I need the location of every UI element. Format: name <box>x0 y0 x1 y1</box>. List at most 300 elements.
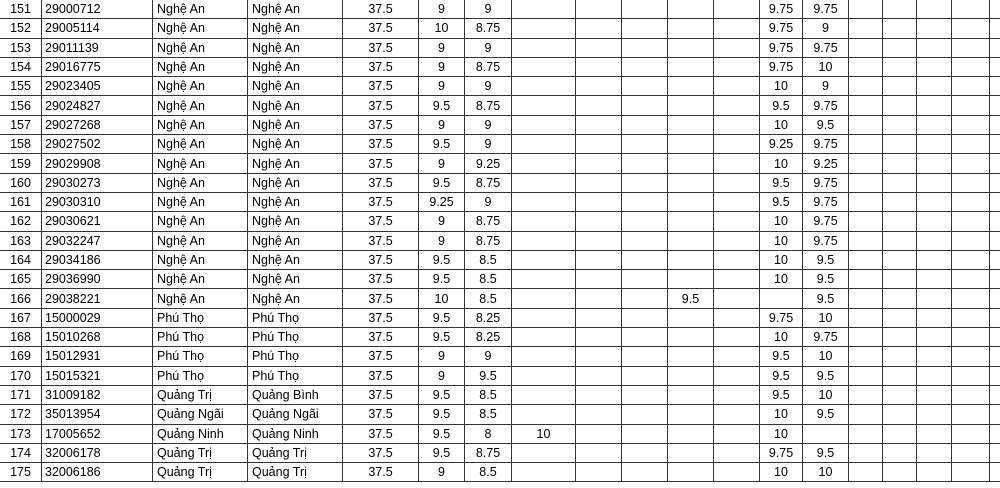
subject-score-cell <box>512 212 576 231</box>
subject-score-cell <box>990 308 1000 327</box>
row-number-cell: 155 <box>0 77 42 96</box>
subject-score-cell <box>849 192 883 211</box>
subject-score-cell <box>512 173 576 192</box>
subject-score-cell: 9 <box>419 0 465 19</box>
subject-score-cell: 9.5 <box>419 270 465 289</box>
subject-score-cell <box>849 424 883 443</box>
subject-score-cell <box>849 0 883 19</box>
row-number-cell: 154 <box>0 57 42 76</box>
subject-score-cell <box>622 192 668 211</box>
subject-score-cell: 9.75 <box>803 135 849 154</box>
total-score-cell: 37.5 <box>343 463 419 482</box>
table-row <box>0 154 1000 173</box>
candidate-id-cell: 29024827 <box>42 96 153 115</box>
subject-score-cell: 9.5 <box>760 366 803 385</box>
table-row <box>0 270 1000 289</box>
subject-score-cell: 9.75 <box>803 0 849 19</box>
subject-score-cell <box>952 463 990 482</box>
subject-score-cell <box>990 154 1000 173</box>
subject-score-cell: 8.75 <box>465 173 512 192</box>
subject-score-cell: 9.75 <box>760 0 803 19</box>
subject-score-cell <box>883 57 917 76</box>
subject-score-cell <box>917 270 952 289</box>
subject-score-cell <box>917 212 952 231</box>
row-number-cell: 160 <box>0 173 42 192</box>
total-score-cell: 37.5 <box>343 96 419 115</box>
subject-score-cell <box>576 38 622 57</box>
row-number-cell: 165 <box>0 270 42 289</box>
subject-score-cell <box>576 250 622 269</box>
subject-score-cell <box>622 366 668 385</box>
subject-score-cell <box>990 192 1000 211</box>
subject-score-cell: 10 <box>803 308 849 327</box>
table-row <box>0 77 1000 96</box>
subject-score-cell <box>952 366 990 385</box>
subject-score-cell <box>883 173 917 192</box>
subject-score-cell <box>849 405 883 424</box>
region-cell: Nghệ An <box>248 38 343 57</box>
subject-score-cell: 9.5 <box>419 405 465 424</box>
subject-score-cell: 9 <box>465 0 512 19</box>
candidate-id-cell: 29000712 <box>42 0 153 19</box>
subject-score-cell <box>952 154 990 173</box>
subject-score-cell <box>714 19 760 38</box>
subject-score-cell: 9.75 <box>803 38 849 57</box>
province-cell: Nghệ An <box>153 231 248 250</box>
row-number-cell: 164 <box>0 250 42 269</box>
subject-score-cell: 9 <box>419 463 465 482</box>
subject-score-cell: 9.5 <box>465 366 512 385</box>
subject-score-cell <box>576 328 622 347</box>
subject-score-cell <box>668 173 714 192</box>
subject-score-cell <box>917 308 952 327</box>
region-cell: Nghệ An <box>248 96 343 115</box>
table-row <box>0 405 1000 424</box>
subject-score-cell <box>576 96 622 115</box>
subject-score-cell <box>952 135 990 154</box>
region-cell: Phú Thọ <box>248 347 343 366</box>
subject-score-cell <box>883 270 917 289</box>
subject-score-cell: 9.25 <box>803 154 849 173</box>
subject-score-cell <box>714 154 760 173</box>
subject-score-cell <box>883 328 917 347</box>
subject-score-cell <box>668 135 714 154</box>
subject-score-cell <box>576 231 622 250</box>
subject-score-cell <box>917 347 952 366</box>
table-row <box>0 135 1000 154</box>
total-score-cell: 37.5 <box>343 212 419 231</box>
row-number-cell: 151 <box>0 0 42 19</box>
subject-score-cell <box>952 38 990 57</box>
row-number-cell: 152 <box>0 19 42 38</box>
row-number-cell: 153 <box>0 38 42 57</box>
region-cell: Nghệ An <box>248 57 343 76</box>
subject-score-cell <box>714 135 760 154</box>
subject-score-cell <box>883 96 917 115</box>
subject-score-cell: 9.25 <box>419 192 465 211</box>
total-score-cell: 37.5 <box>343 424 419 443</box>
subject-score-cell <box>668 328 714 347</box>
subject-score-cell <box>990 463 1000 482</box>
subject-score-cell: 10 <box>803 57 849 76</box>
candidate-id-cell: 29030310 <box>42 192 153 211</box>
subject-score-cell <box>576 0 622 19</box>
subject-score-cell: 9.75 <box>760 19 803 38</box>
subject-score-cell <box>622 19 668 38</box>
subject-score-cell: 9 <box>803 77 849 96</box>
subject-score-cell <box>952 231 990 250</box>
subject-score-cell: 9.75 <box>803 231 849 250</box>
subject-score-cell: 10 <box>419 19 465 38</box>
subject-score-cell <box>883 424 917 443</box>
subject-score-cell <box>622 289 668 308</box>
subject-score-cell <box>917 289 952 308</box>
row-number-cell: 158 <box>0 135 42 154</box>
subject-score-cell <box>576 19 622 38</box>
subject-score-cell: 9.5 <box>803 270 849 289</box>
subject-score-cell <box>952 385 990 404</box>
region-cell: Phú Thọ <box>248 366 343 385</box>
subject-score-cell: 10 <box>760 231 803 250</box>
subject-score-cell: 10 <box>760 405 803 424</box>
candidate-id-cell: 29036990 <box>42 270 153 289</box>
subject-score-cell <box>512 38 576 57</box>
subject-score-cell <box>883 289 917 308</box>
subject-score-cell <box>714 0 760 19</box>
subject-score-cell <box>622 424 668 443</box>
subject-score-cell <box>760 289 803 308</box>
subject-score-cell <box>952 250 990 269</box>
subject-score-cell: 9.5 <box>803 405 849 424</box>
subject-score-cell <box>668 38 714 57</box>
subject-score-cell <box>917 250 952 269</box>
subject-score-cell <box>622 385 668 404</box>
subject-score-cell <box>952 0 990 19</box>
region-cell: Nghệ An <box>248 154 343 173</box>
subject-score-cell <box>668 250 714 269</box>
subject-score-cell <box>917 96 952 115</box>
region-cell: Quảng Ngãi <box>248 405 343 424</box>
subject-score-cell <box>990 347 1000 366</box>
subject-score-cell: 9.5 <box>419 250 465 269</box>
row-number-cell: 167 <box>0 308 42 327</box>
subject-score-cell <box>576 289 622 308</box>
row-number-cell: 157 <box>0 115 42 134</box>
subject-score-cell <box>576 424 622 443</box>
candidate-id-cell: 32006178 <box>42 443 153 462</box>
row-number-cell: 159 <box>0 154 42 173</box>
subject-score-cell <box>883 135 917 154</box>
subject-score-cell <box>512 385 576 404</box>
subject-score-cell: 9.5 <box>803 443 849 462</box>
subject-score-cell <box>883 366 917 385</box>
subject-score-cell <box>512 366 576 385</box>
province-cell: Nghệ An <box>153 0 248 19</box>
subject-score-cell <box>917 328 952 347</box>
table-row <box>0 289 1000 308</box>
table-row <box>0 347 1000 366</box>
subject-score-cell <box>952 443 990 462</box>
subject-score-cell: 9.5 <box>760 385 803 404</box>
subject-score-cell: 9.5 <box>419 308 465 327</box>
subject-score-cell <box>849 38 883 57</box>
candidate-id-cell: 15010268 <box>42 328 153 347</box>
subject-score-cell <box>576 192 622 211</box>
subject-score-cell <box>990 135 1000 154</box>
subject-score-cell <box>714 424 760 443</box>
subject-score-cell <box>952 328 990 347</box>
region-cell: Nghệ An <box>248 270 343 289</box>
subject-score-cell <box>883 231 917 250</box>
subject-score-cell <box>576 115 622 134</box>
subject-score-cell: 10 <box>512 424 576 443</box>
total-score-cell: 37.5 <box>343 173 419 192</box>
candidate-id-cell: 29005114 <box>42 19 153 38</box>
subject-score-cell <box>883 0 917 19</box>
region-cell: Nghệ An <box>248 173 343 192</box>
table-row <box>0 443 1000 462</box>
subject-score-cell <box>849 308 883 327</box>
subject-score-cell <box>849 328 883 347</box>
province-cell: Phú Thọ <box>153 328 248 347</box>
province-cell: Phú Thọ <box>153 308 248 327</box>
subject-score-cell <box>714 385 760 404</box>
candidate-id-cell: 31009182 <box>42 385 153 404</box>
subject-score-cell <box>576 270 622 289</box>
subject-score-cell: 9 <box>419 154 465 173</box>
subject-score-cell <box>622 96 668 115</box>
subject-score-cell <box>849 347 883 366</box>
subject-score-cell <box>883 154 917 173</box>
total-score-cell: 37.5 <box>343 77 419 96</box>
subject-score-cell <box>512 289 576 308</box>
subject-score-cell <box>883 385 917 404</box>
subject-score-cell <box>576 308 622 327</box>
subject-score-cell <box>849 19 883 38</box>
province-cell: Nghệ An <box>153 19 248 38</box>
region-cell: Nghệ An <box>248 289 343 308</box>
subject-score-cell: 8.75 <box>465 231 512 250</box>
table-row <box>0 96 1000 115</box>
total-score-cell: 37.5 <box>343 308 419 327</box>
subject-score-cell: 9.75 <box>760 308 803 327</box>
region-cell: Nghệ An <box>248 135 343 154</box>
subject-score-cell: 10 <box>760 270 803 289</box>
subject-score-cell: 9 <box>419 212 465 231</box>
subject-score-cell: 9.75 <box>803 96 849 115</box>
subject-score-cell: 10 <box>760 250 803 269</box>
subject-score-cell <box>512 192 576 211</box>
subject-score-cell <box>668 192 714 211</box>
region-cell: Nghệ An <box>248 0 343 19</box>
subject-score-cell <box>990 328 1000 347</box>
row-number-cell: 174 <box>0 443 42 462</box>
province-cell: Quảng Trị <box>153 385 248 404</box>
region-cell: Nghệ An <box>248 250 343 269</box>
row-number-cell: 172 <box>0 405 42 424</box>
subject-score-cell <box>714 38 760 57</box>
row-number-cell: 162 <box>0 212 42 231</box>
subject-score-cell <box>714 250 760 269</box>
subject-score-cell <box>849 231 883 250</box>
subject-score-cell <box>512 57 576 76</box>
subject-score-cell <box>917 424 952 443</box>
subject-score-cell <box>668 154 714 173</box>
subject-score-cell <box>512 231 576 250</box>
subject-score-cell <box>803 424 849 443</box>
subject-score-cell <box>622 57 668 76</box>
subject-score-cell <box>714 115 760 134</box>
subject-score-cell: 9 <box>465 77 512 96</box>
subject-score-cell <box>917 154 952 173</box>
row-number-cell: 168 <box>0 328 42 347</box>
subject-score-cell <box>917 192 952 211</box>
region-cell: Nghệ An <box>248 192 343 211</box>
subject-score-cell <box>849 173 883 192</box>
total-score-cell: 37.5 <box>343 328 419 347</box>
subject-score-cell <box>990 0 1000 19</box>
subject-score-cell: 9.5 <box>803 289 849 308</box>
subject-score-cell <box>668 115 714 134</box>
subject-score-cell <box>512 308 576 327</box>
subject-score-cell <box>714 366 760 385</box>
total-score-cell: 37.5 <box>343 347 419 366</box>
table-row <box>0 424 1000 443</box>
subject-score-cell <box>849 57 883 76</box>
subject-score-cell <box>849 212 883 231</box>
subject-score-cell: 10 <box>760 154 803 173</box>
subject-score-cell: 9.5 <box>803 115 849 134</box>
subject-score-cell <box>668 385 714 404</box>
subject-score-cell: 8.5 <box>465 250 512 269</box>
subject-score-cell <box>512 270 576 289</box>
subject-score-cell <box>512 77 576 96</box>
total-score-cell: 37.5 <box>343 250 419 269</box>
subject-score-cell <box>990 289 1000 308</box>
total-score-cell: 37.5 <box>343 38 419 57</box>
row-number-cell: 169 <box>0 347 42 366</box>
subject-score-cell <box>576 443 622 462</box>
subject-score-cell: 9 <box>419 38 465 57</box>
subject-score-cell: 9 <box>465 192 512 211</box>
subject-score-cell <box>883 77 917 96</box>
row-number-cell: 163 <box>0 231 42 250</box>
subject-score-cell <box>917 115 952 134</box>
subject-score-cell <box>576 463 622 482</box>
subject-score-cell <box>990 115 1000 134</box>
subject-score-cell <box>952 289 990 308</box>
table-row <box>0 366 1000 385</box>
subject-score-cell <box>668 308 714 327</box>
province-cell: Nghệ An <box>153 173 248 192</box>
candidate-id-cell: 15000029 <box>42 308 153 327</box>
total-score-cell: 37.5 <box>343 405 419 424</box>
subject-score-cell: 9.75 <box>803 173 849 192</box>
subject-score-cell <box>576 154 622 173</box>
total-score-cell: 37.5 <box>343 270 419 289</box>
subject-score-cell: 8.75 <box>465 443 512 462</box>
subject-score-cell <box>714 192 760 211</box>
province-cell: Quảng Trị <box>153 443 248 462</box>
subject-score-cell: 9.75 <box>803 192 849 211</box>
subject-score-cell: 10 <box>803 347 849 366</box>
subject-score-cell <box>622 135 668 154</box>
subject-score-cell <box>917 443 952 462</box>
subject-score-cell <box>512 463 576 482</box>
subject-score-cell <box>883 19 917 38</box>
subject-score-cell <box>917 57 952 76</box>
subject-score-cell <box>714 270 760 289</box>
subject-score-cell <box>512 19 576 38</box>
subject-score-cell <box>917 173 952 192</box>
candidate-id-cell: 29027502 <box>42 135 153 154</box>
subject-score-cell <box>917 77 952 96</box>
subject-score-cell <box>849 366 883 385</box>
province-cell: Quảng Trị <box>153 463 248 482</box>
subject-score-cell <box>714 443 760 462</box>
subject-score-cell: 8.25 <box>465 308 512 327</box>
subject-score-cell: 8.75 <box>465 96 512 115</box>
subject-score-cell <box>849 385 883 404</box>
subject-score-cell: 8.5 <box>465 463 512 482</box>
table-row <box>0 0 1000 19</box>
subject-score-cell: 9.5 <box>760 96 803 115</box>
subject-score-cell: 10 <box>803 385 849 404</box>
total-score-cell: 37.5 <box>343 231 419 250</box>
subject-score-cell <box>917 385 952 404</box>
subject-score-cell <box>622 270 668 289</box>
subject-score-cell <box>952 19 990 38</box>
subject-score-cell <box>668 270 714 289</box>
total-score-cell: 37.5 <box>343 366 419 385</box>
subject-score-cell <box>917 463 952 482</box>
subject-score-cell: 8.75 <box>465 57 512 76</box>
subject-score-cell <box>917 135 952 154</box>
subject-score-cell <box>952 77 990 96</box>
subject-score-cell <box>952 57 990 76</box>
subject-score-cell <box>512 405 576 424</box>
subject-score-cell <box>622 115 668 134</box>
candidate-id-cell: 29023405 <box>42 77 153 96</box>
subject-score-cell: 10 <box>760 424 803 443</box>
subject-score-cell <box>668 0 714 19</box>
subject-score-cell: 9 <box>419 347 465 366</box>
subject-score-cell <box>952 115 990 134</box>
total-score-cell: 37.5 <box>343 385 419 404</box>
subject-score-cell: 10 <box>760 115 803 134</box>
subject-score-cell <box>512 154 576 173</box>
subject-score-cell <box>576 77 622 96</box>
subject-score-cell <box>714 405 760 424</box>
subject-score-cell <box>883 212 917 231</box>
subject-score-cell <box>990 96 1000 115</box>
subject-score-cell: 8.5 <box>465 405 512 424</box>
table-row <box>0 308 1000 327</box>
subject-score-cell <box>576 173 622 192</box>
subject-score-cell: 9.75 <box>760 443 803 462</box>
subject-score-cell <box>917 38 952 57</box>
subject-score-cell <box>668 96 714 115</box>
subject-score-cell <box>990 212 1000 231</box>
subject-score-cell <box>714 328 760 347</box>
subject-score-cell <box>668 347 714 366</box>
subject-score-cell: 9.25 <box>760 135 803 154</box>
subject-score-cell <box>512 115 576 134</box>
subject-score-cell: 9 <box>803 19 849 38</box>
subject-score-cell <box>849 270 883 289</box>
subject-score-cell: 9 <box>465 135 512 154</box>
region-cell: Nghệ An <box>248 231 343 250</box>
